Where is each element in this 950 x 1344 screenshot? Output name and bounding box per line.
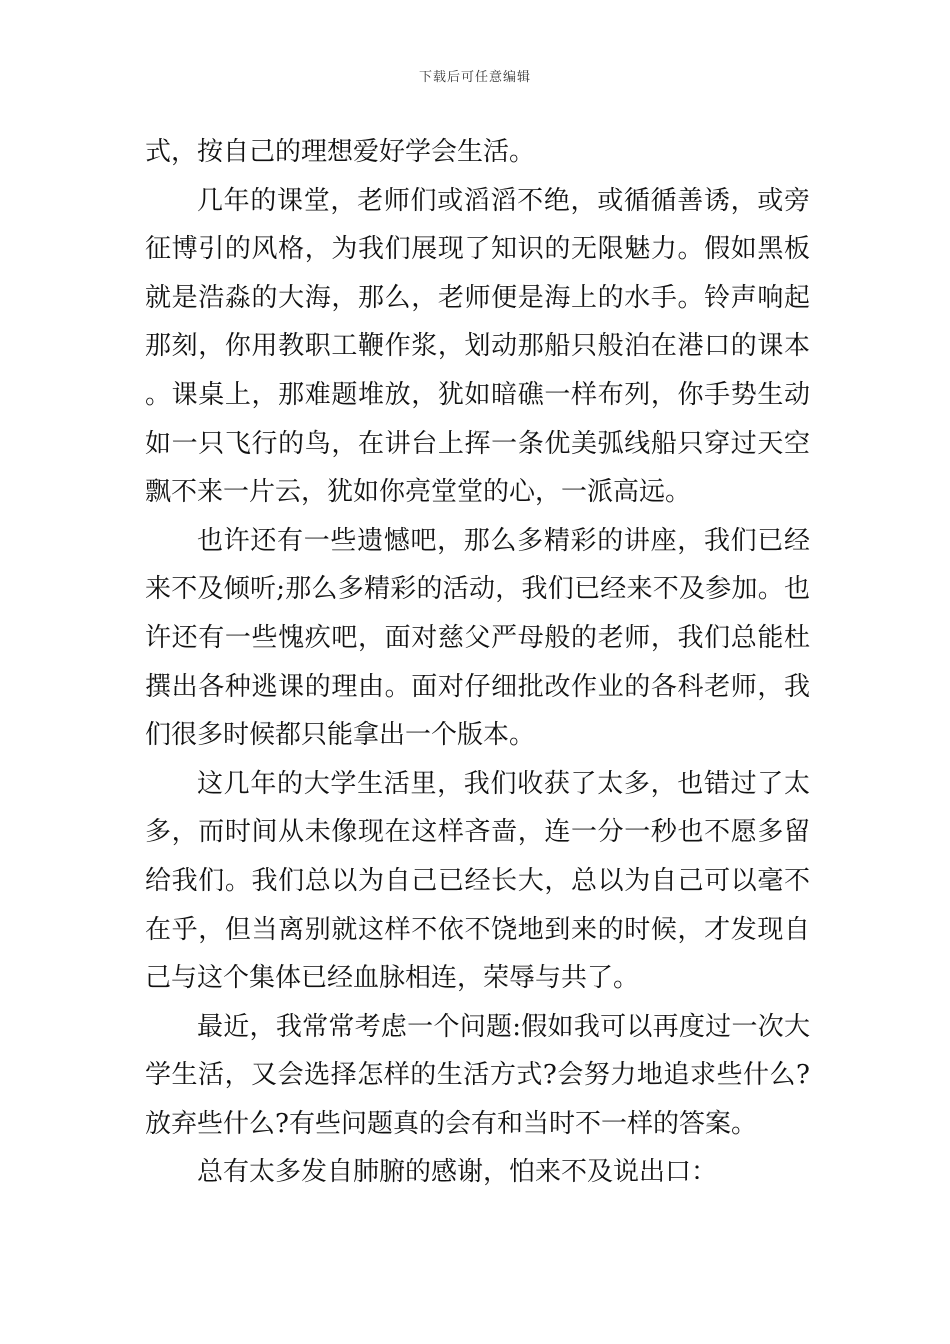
paragraph-6: 总有太多发自肺腑的感谢，怕来不及说出口：: [197, 1157, 718, 1188]
paragraph-1: 式，按自己的理想爱好学会生活。: [145, 137, 536, 167]
document-body: [145, 128, 810, 1197]
paragraph-2: 几年的课堂，老师们或滔滔不绝，或循循善诱，或旁征博引的风格，为我们展现了知识的无限魅力。假如黑板就是浩淼的大海，那么，老师便是海上的水手。铃声响起那刻，你用教职工鞭作浆，划动那船只般泊在港口的课本 。课桌上，那难题堆放，犹如暗礁一样布列，你手势生动如一只飞行的鸟，在讲台上挥一条优美弧线船只穿过天空飘不来一片云，犹如你亮堂堂的心，一派高远。: [145, 185, 810, 508]
paragraph-5: 最近，我常常考虑一个问题:假如我可以再度过一次大学生活，又会选择怎样的生活方式?会努力地追求些什么?放弃些什么?有些问题真的会有和当时不一样的答案。: [145, 1011, 810, 1139]
paragraph-4: 这几年的大学生活里，我们收获了太多，也错过了太多，而时间从未像现在这样吝啬，连一分一秒也不愿多留给我们。我们总以为自己已经长大，总以为自己可以毫不在乎，但当离别就这样不依不饶地到来的时候，才发现自己与这个集体已经血脉相连，荣辱与共了。: [145, 768, 810, 994]
paragraph-3: 也许还有一些遗憾吧，那么多精彩的讲座，我们已经来不及倾听;那么多精彩的活动，我们已经来不及参加。也许还有一些愧疚吧，面对慈父严母般的老师，我们总能杜撰出各种逃课的理由。面对仔细批改作业的各科老师，我们很多时候都只能拿出一个版本。: [145, 525, 810, 751]
page-header: 下载后可任意编辑: [418, 70, 531, 85]
